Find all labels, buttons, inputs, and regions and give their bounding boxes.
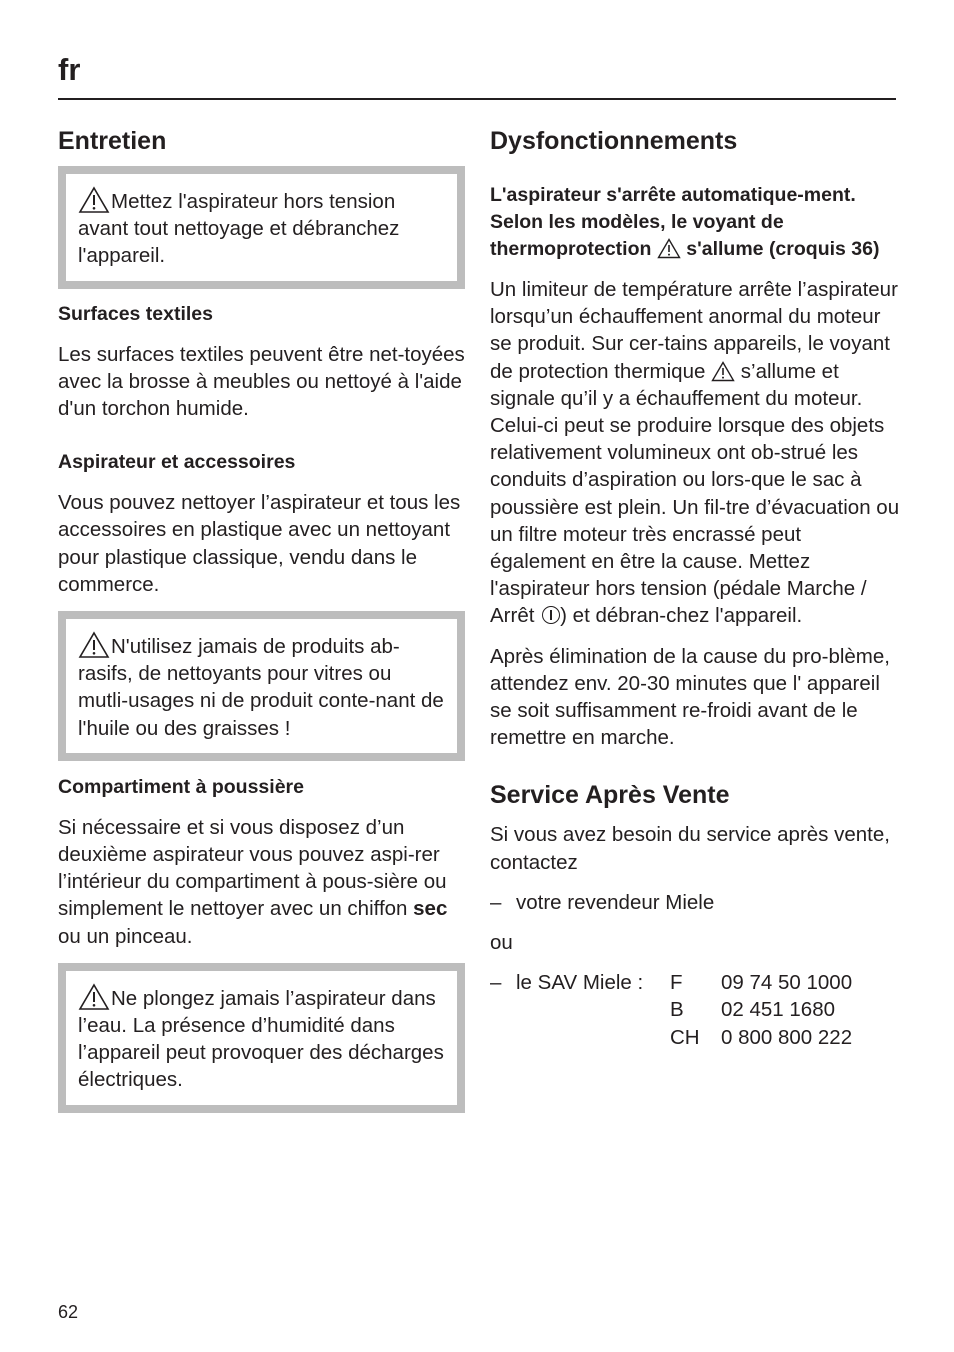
warning-triangle-icon — [78, 983, 110, 1011]
warning-text: Ne plongez jamais l’aspirateur dans l’eau. La présence d’humidité dans l’appareil peut provoquer des décharges électriques. — [78, 986, 444, 1092]
country-code: F — [670, 971, 683, 995]
header-rule — [58, 98, 896, 100]
country-code: CH — [670, 1025, 700, 1049]
power-button-icon — [542, 606, 560, 624]
phone-number: 0 800 800 222 — [721, 1025, 853, 1049]
section-title-service: Service Après Vente — [490, 781, 730, 810]
subheading-textiles: Surfaces textiles — [58, 302, 214, 325]
subheading-auto-stop: L'aspirateur s'arrête automatique-ment. — [490, 184, 856, 206]
paragraph-text: ) et débran-chez l'appareil. — [560, 604, 803, 628]
warning-text: N'utilisez jamais de produits ab-rasifs, de nettoyants pour vitres ou mutli-usages ni de produit conte-nant de l'huile ou des graisses ! — [78, 635, 444, 740]
list-item-sav — [490, 969, 900, 996]
list-dash: – — [490, 971, 502, 995]
contact-row — [490, 996, 900, 1023]
emphasis-dry: sec — [413, 897, 448, 921]
warning-triangle-icon — [78, 186, 110, 214]
warning-box-water — [58, 963, 465, 1113]
warning-text: Mettez l'aspirateur hors tension avant tout nettoyage et débranchez l'appareil. — [78, 190, 400, 268]
list-item-dealer — [490, 889, 900, 916]
subheading-accessories: Aspirateur et accessoires — [58, 451, 296, 474]
conjunction-ou: ou — [490, 931, 513, 955]
paragraph-text: Un limiteur de température arrête l’aspirateur lorsqu’un échauffement anormal du moteur se produit. Sur cer-tains appareils, le voyant de protection thermique — [490, 278, 898, 383]
warning-triangle-icon — [657, 238, 681, 259]
phone-number: 02 451 1680 — [721, 998, 836, 1022]
paragraph-text: s’allume et signale qu’il y a échauffement du moteur. — [490, 359, 863, 410]
right-column — [490, 124, 900, 1051]
paragraph-temperature-limiter — [490, 276, 900, 630]
phone-number: 09 74 50 1000 — [721, 971, 853, 995]
warning-box-unplug — [58, 166, 465, 289]
section-title-dysfonctionnements: Dysfonctionnements — [490, 127, 738, 155]
paragraph-service: Si vous avez besoin du service après vente, contactez — [490, 823, 890, 874]
paragraph-textiles: Les surfaces textiles peuvent être net-toyées avec la brosse à meubles ou nettoyé à l'aide d'un torchon humide. — [58, 342, 465, 421]
compartment-text-end: ou un pinceau. — [58, 924, 193, 948]
paragraph-compartment — [58, 814, 465, 950]
country-code: B — [670, 998, 684, 1022]
list-item-text: le SAV Miele : — [516, 971, 644, 995]
contact-row — [490, 1024, 900, 1051]
paragraph-cooldown: Après élimination de la cause du pro-blème, attendez env. 20-30 minutes que l' appareil se soit suffisamment re-froidi avant de le remettre en marche. — [490, 644, 890, 750]
warning-triangle-icon — [78, 631, 110, 659]
warning-box-abrasives — [58, 611, 465, 761]
paragraph-text: Celui-ci peut se produire lorsque des objets relativement volumineux ont ob-strué les conduits d’aspiration ou lors-que le sac à poussière est plein. Un fil-tre d’évacuation ou un filtre moteur très encrassé peut également en être la cause. Mettez l'aspirateur hors tension (pédale Marche / Arrêt — [490, 414, 900, 628]
page-number: 62 — [58, 1302, 79, 1322]
left-column — [58, 124, 465, 1113]
subheading-thermoprotection — [490, 209, 900, 263]
subheading-text-end: s'allume (croquis 36) — [686, 238, 880, 260]
language-label: fr — [58, 52, 81, 87]
subheading-compartment: Compartiment à poussière — [58, 775, 304, 798]
warning-triangle-icon — [711, 361, 735, 382]
section-title-entretien: Entretien — [58, 127, 167, 155]
list-item-text: votre revendeur Miele — [516, 890, 715, 914]
paragraph-accessories: Vous pouvez nettoyer l’aspirateur et tous les accessoires en plastique avec un nettoyant pour plastique classique, vendu dans le commerce. — [58, 491, 461, 596]
compartment-text: Si nécessaire et si vous disposez d’un deuxième aspirateur vous pouvez aspi-rer l’intérieur du compartiment à pous-sière ou simplement le nettoyer avec un chiffon — [58, 815, 447, 921]
subheading-text: Selon les modèles, le voyant de thermoprotection — [490, 211, 784, 260]
list-dash: – — [490, 890, 502, 914]
